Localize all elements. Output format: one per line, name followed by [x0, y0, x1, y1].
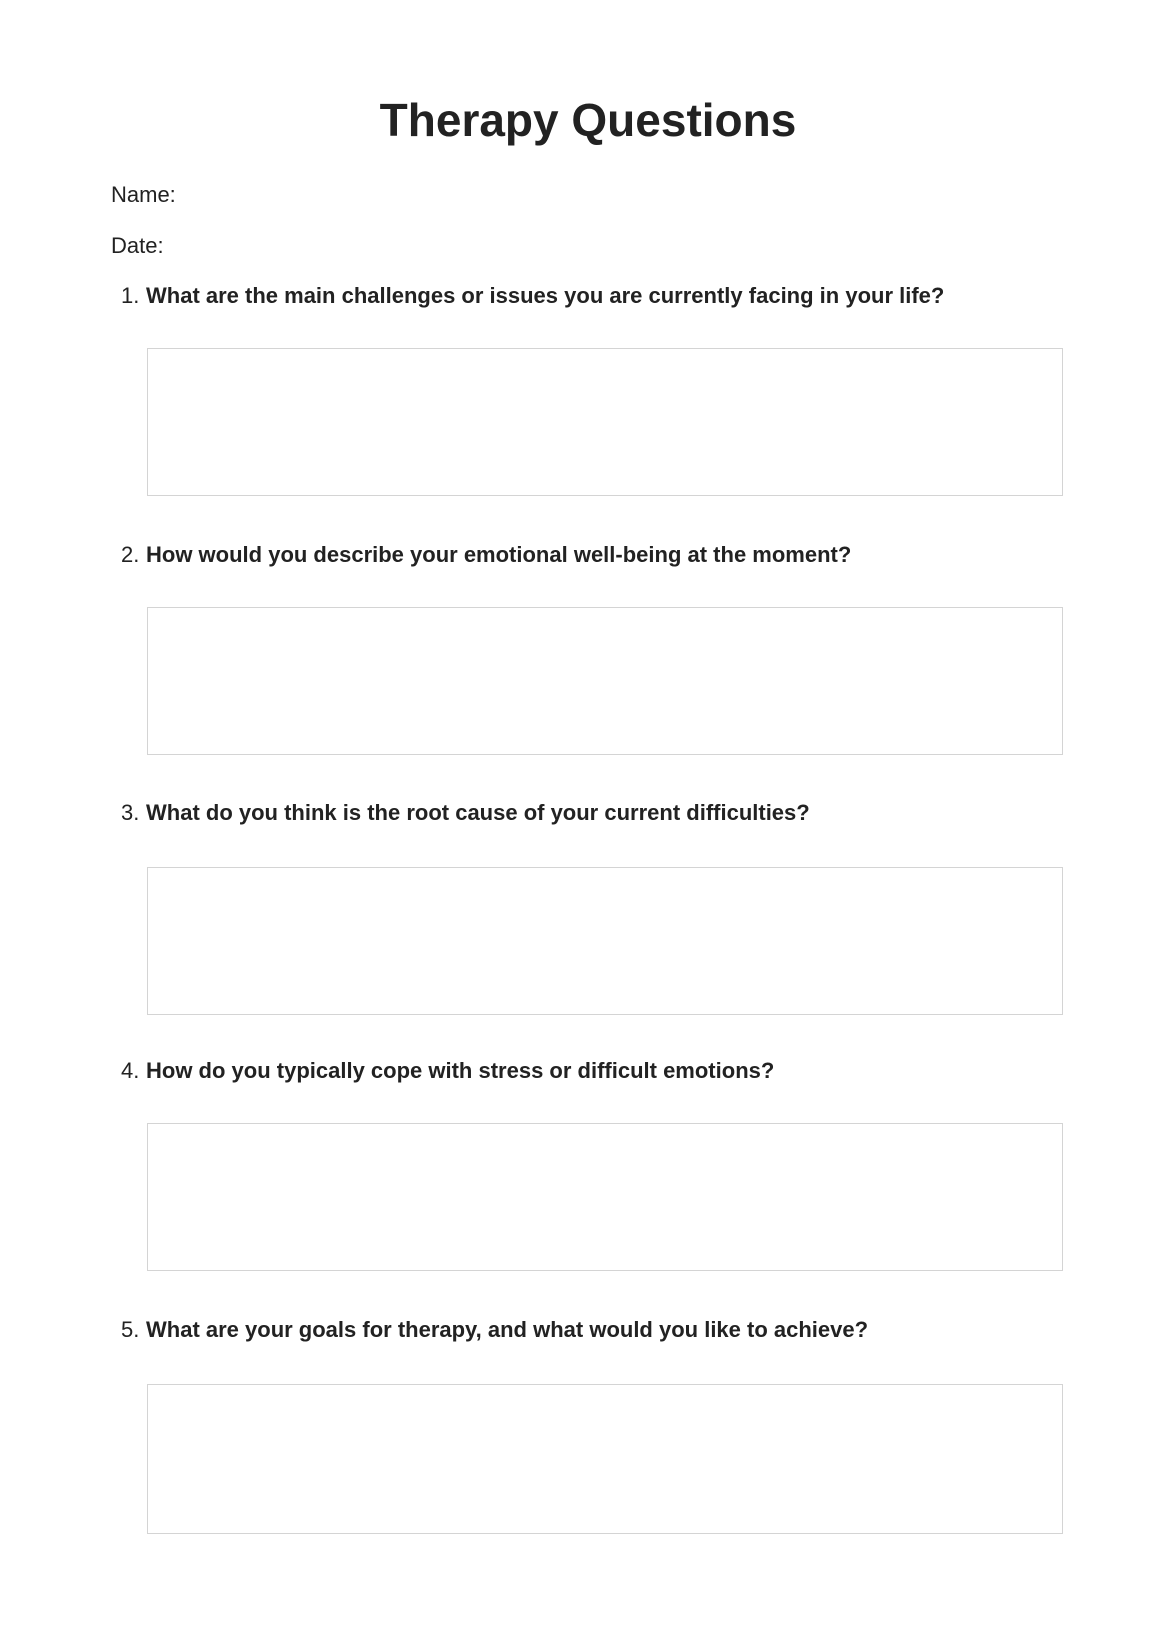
question-number: 3. [121, 800, 140, 825]
question-text: How would you describe your emotional well-being at the moment? [146, 542, 852, 567]
question-number: 5. [121, 1317, 140, 1342]
question-text: What are your goals for therapy, and what would you like to achieve? [146, 1317, 869, 1342]
question-text: What do you think is the root cause of your current difficulties? [146, 800, 810, 825]
question-number: 1. [121, 283, 140, 308]
question-5 [0, 1316, 1176, 1576]
page-title: Therapy Questions [379, 94, 797, 146]
question-text: How do you typically cope with stress or difficult emotions? [146, 1058, 775, 1083]
answer-box-5[interactable] [147, 1384, 1063, 1534]
name-label: Name: [111, 182, 176, 207]
answer-box-2[interactable] [147, 607, 1063, 755]
answer-box-1[interactable] [147, 348, 1063, 496]
question-4 [0, 1057, 1176, 1317]
answer-box-3[interactable] [147, 867, 1063, 1015]
question-text: What are the main challenges or issues you are currently facing in your life? [146, 283, 945, 308]
question-number: 2. [121, 542, 140, 567]
question-1 [0, 282, 1176, 542]
answer-box-4[interactable] [147, 1123, 1063, 1271]
question-2 [0, 541, 1176, 801]
date-label: Date: [111, 233, 164, 258]
question-number: 4. [121, 1058, 140, 1083]
question-3 [0, 799, 1176, 1059]
